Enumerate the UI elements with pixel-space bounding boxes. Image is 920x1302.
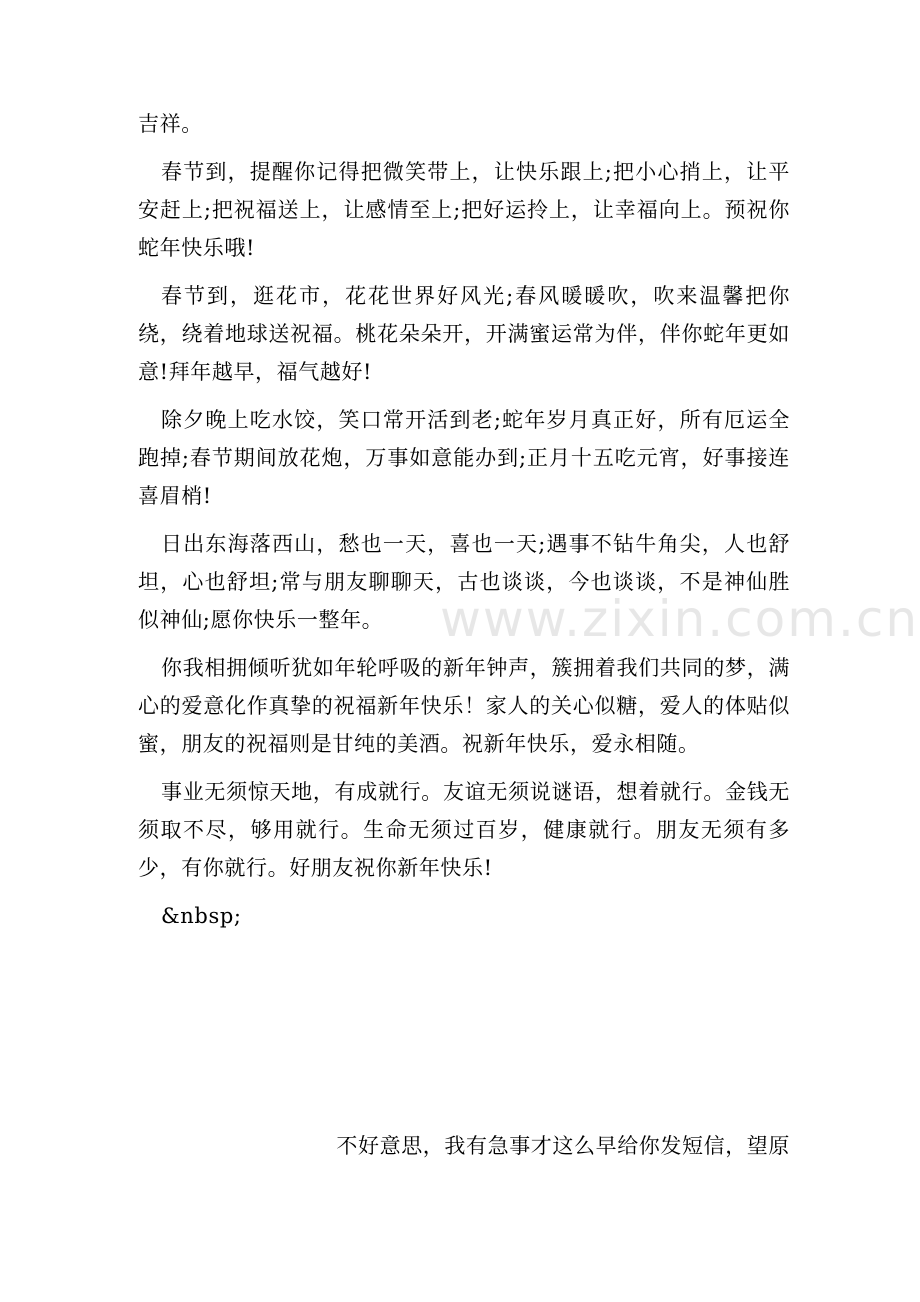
paragraph-4: 除夕晚上吃水饺，笑口常开活到老;蛇年岁月真正好，所有厄运全跑掉;春节期间放花炮，万事如意能办到;正月十五吃元宵，好事接连喜眉梢! bbox=[138, 408, 790, 508]
paragraph-8-nbsp: &nbsp; bbox=[161, 904, 242, 928]
paragraph-5: 日出东海落西山，愁也一天，喜也一天;遇事不钻牛角尖，人也舒坦，心也舒坦;常与朋友聊聊天，古也谈谈，今也谈谈，不是神仙胜似神仙;愿你快乐一整年。 bbox=[138, 532, 790, 632]
paragraph-3: 春节到，逛花市，花花世界好风光;春风暖暖吹，吹来温馨把你绕，绕着地球送祝福。桃花朵朵开，开满蜜运常为伴，伴你蛇年更如意!拜年越早，福气越好! bbox=[138, 284, 790, 384]
paragraph-1: 吉祥。 bbox=[138, 112, 203, 136]
closing-line: 不好意思，我有急事才这么早给你发短信，望原 bbox=[336, 1134, 790, 1158]
paragraph-2: 春节到，提醒你记得把微笑带上，让快乐跟上;把小心捎上，让平安赶上;把祝福送上，让感情至上;把好运拎上，让幸福向上。预祝你蛇年快乐哦! bbox=[138, 160, 790, 260]
paragraph-6: 你我相拥倾听犹如年轮呼吸的新年钟声，簇拥着我们共同的梦，满心的爱意化作真挚的祝福新年快乐！家人的关心似糖，爱人的体贴似蜜，朋友的祝福则是甘纯的美酒。祝新年快乐，爱永相随。 bbox=[138, 656, 790, 756]
document-body bbox=[138, 105, 790, 945]
paragraph-7: 事业无须惊天地，有成就行。友谊无须说谜语，想着就行。金钱无须取不尽，够用就行。生命无须过百岁，健康就行。朋友无须有多少，有你就行。好朋友祝你新年快乐! bbox=[138, 780, 790, 880]
watermark-text: www.zixin.com.cn bbox=[440, 590, 920, 648]
